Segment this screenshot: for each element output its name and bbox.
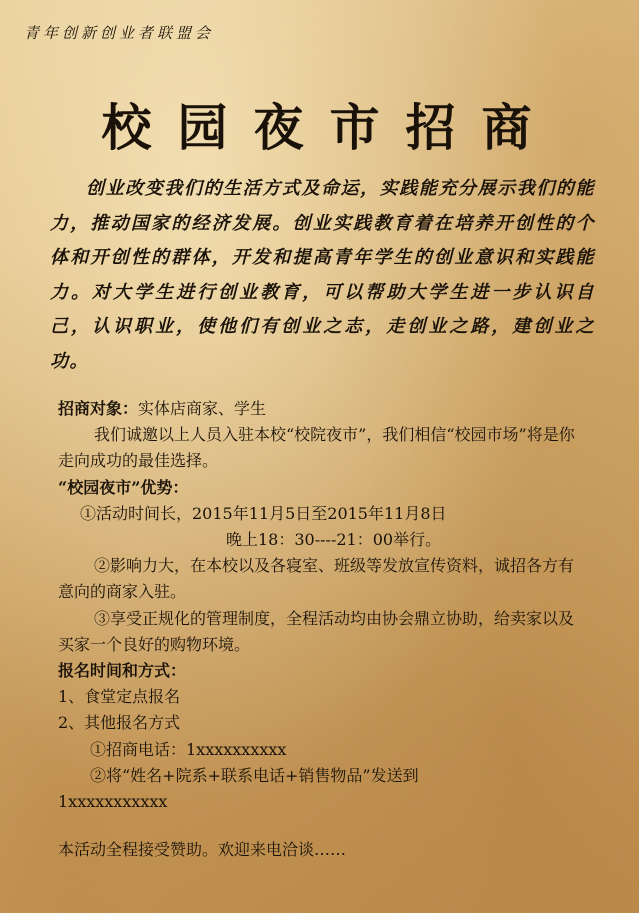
advantage-item-1-time: 晚上18：30----21：00举行。 (226, 530, 442, 550)
organization-name: 青年创新创业者联盟会 (24, 24, 215, 42)
target-line (58, 396, 583, 422)
signup-phone: ①招商电话：1xxxxxxxxxx (90, 739, 287, 759)
advantages-heading: “校园夜市”优势： (58, 477, 189, 497)
advantage-item-3: ③享受正规化的管理制度，全程活动均由协会鼎立协助，给卖家以及买家一个良好的购物环境。 (58, 608, 575, 654)
target-heading: 招商对象： (58, 399, 139, 418)
details-section (58, 396, 583, 863)
footer-note: 本活动全程接受赞助。欢迎来电洽谈…… (58, 840, 347, 860)
spacer (58, 815, 583, 837)
signup-method-2: 2、其他报名方式 (58, 713, 181, 733)
signup-method-1: 1、食堂定点报名 (58, 687, 181, 707)
signup-send-number: 1xxxxxxxxxxx (58, 792, 168, 812)
invite-paragraph: 我们诚邀以上人员入驻本校“校院夜市”，我们相信“校园市场”将是你走向成功的最佳选择。 (58, 425, 575, 471)
target-text: 实体店商家、学生 (138, 399, 267, 418)
signup-heading: 报名时间和方式： (58, 661, 187, 681)
advantage-item-2: ②影响力大，在本校以及各寝室、班级等发放宣传资料，诚招各方有意向的商家入驻。 (58, 556, 575, 602)
signup-send: ②将“姓名+院系+联系电话+销售物品”发送到 (90, 765, 419, 785)
poster-title: 校园夜市招商 (101, 98, 558, 157)
advantage-item-1: ①活动时间长，2015年11月5日至2015年11月8日 (80, 503, 447, 523)
intro-paragraph: 创业改变我们的生活方式及命运，实践能充分展示我们的能力，推动国家的经济发展。创业实践教育着在培养开创性的个体和开创性的群体，开发和提高青年学生的创业意识和实践能力。对大学生进行创业教育，可以帮助大学生进一步认识自己，认识职业，使他们有创业之志，走创业之路，建创业之功。 (50, 178, 595, 372)
